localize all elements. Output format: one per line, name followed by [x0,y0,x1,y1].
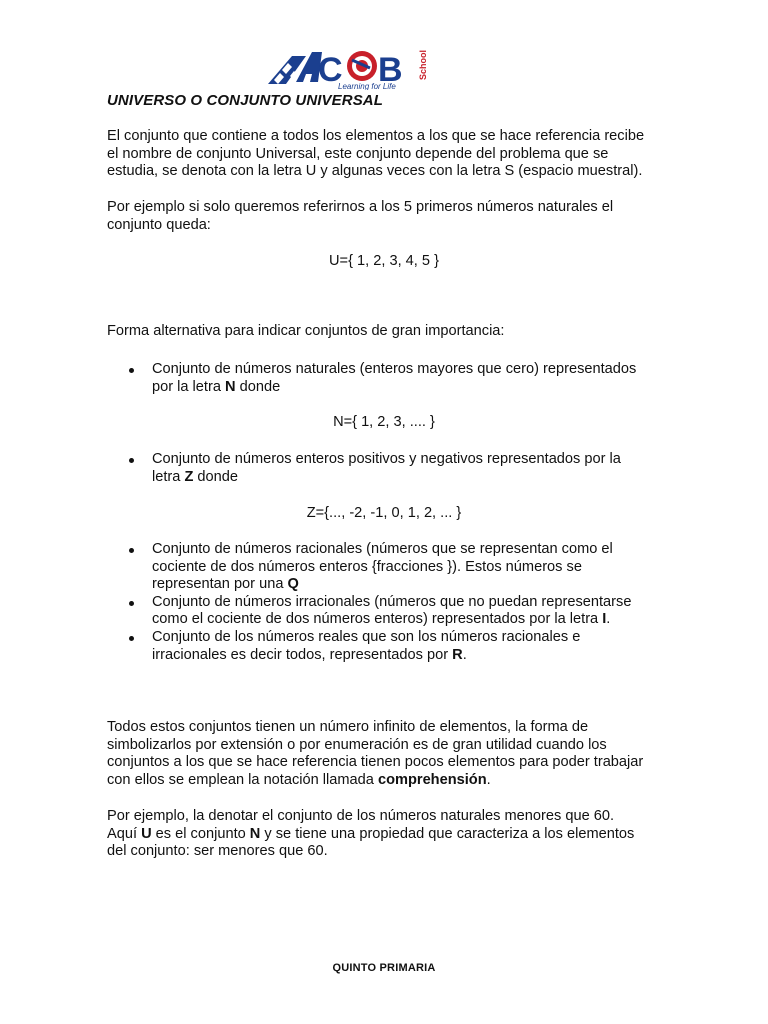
text-line: Todos estos conjuntos tienen un número infinito de elementos, la forma de [107,719,589,735]
logo-letter-b: B [378,51,403,89]
text-line [152,611,667,629]
bold-letter: N [225,378,236,395]
text-line [152,576,667,594]
text-line: Conjunto de números racionales (números que se representan como el [152,541,613,557]
text-line: del conjunto: ser menores que 60. [107,843,328,860]
logo-tagline: Learning for Life [338,82,396,90]
bullet-icon [129,458,134,463]
page-title: UNIVERSO O CONJUNTO UNIVERSAL [107,92,383,109]
bullet-list-2 [107,451,667,486]
text-line: cociente de dos números enteros {fracciones }). Estos números se [152,558,582,575]
text-span: . [486,771,491,788]
paragraph-4 [107,719,667,789]
bold-letter: I [602,611,607,628]
text-line: Conjunto de números irracionales (números que no puedan representarse [152,593,632,610]
text-span: representan por una [152,576,288,593]
text-line: estudia, se denota con la letra U y algunas veces con la letra S (espacio muestral). [107,163,643,180]
text-span: es el conjunto [151,825,250,842]
text-span: y se tiene una propiedad que caracteriza a los elementos [260,825,635,842]
text-line [152,379,667,397]
text-span: . [606,611,611,628]
text-line: conjuntos a los que se hace referencia tienen pocos elementos para poder trabajar [107,754,644,771]
text-span: Aquí [107,825,142,842]
text-line [152,647,667,665]
text-span: donde [193,468,239,485]
target-icon [347,51,377,81]
text-span: letra [152,468,185,485]
text-line: conjunto queda: [107,216,211,233]
text-line: Por ejemplo, la denotar el conjunto de los números naturales menores que 60. [107,808,615,824]
text-line: El conjunto que contiene a todos los elementos a los que se hace referencia recibe [107,128,645,144]
text-span: irracionales es decir todos, representados por [152,646,453,663]
list-item [107,629,667,664]
bullet-icon [129,636,134,641]
list-item [107,541,667,594]
paragraph-3: Forma alternativa para indicar conjuntos de gran importancia: [107,323,505,339]
text-span: como el cociente de dos números enteros) representados por la letra [152,611,603,628]
text-line: el nombre de conjunto Universal, este conjunto depende del problema que se [107,145,609,162]
text-line: Conjunto de números enteros positivos y negativos representados por la [152,451,621,467]
bullet-icon [129,548,134,553]
text-line: simbolizarlos por extensión o por enumeración es de gran utilidad cuando los [107,736,607,753]
paragraph-2 [107,199,667,234]
list-item [107,594,667,629]
bullet-list-1 [107,361,667,396]
bold-letter: Q [287,576,299,593]
bold-letter: Z [184,468,194,485]
text-line: Por ejemplo si solo queremos referirnos a los 5 primeros números naturales el [107,199,614,215]
list-item [107,361,667,396]
bold-word: comprehensión [377,771,487,788]
text-line: Conjunto de números naturales (enteros mayores que cero) representados [152,361,637,377]
list-item [107,451,667,486]
bold-letter: R [452,646,463,663]
text-line [107,772,667,790]
paragraph-1 [107,128,667,181]
text-span: donde [235,378,281,395]
text-span: por la letra [152,378,226,395]
text-span: . [462,646,467,663]
logo-school-text: School [418,49,428,80]
set-z-formula: Z={..., -2, -1, 0, 1, 2, ... } [306,505,462,521]
logo-letter-c: C [318,51,343,89]
text-line [107,826,667,844]
text-line [152,469,667,487]
page-footer: QUINTO PRIMARIA [332,962,436,974]
bullet-icon [129,368,134,373]
bold-letter: U [141,825,152,842]
school-logo [266,46,436,90]
bold-letter: N [249,825,261,842]
bullet-list-3 [107,541,667,664]
bullet-icon [129,601,134,606]
set-u-formula: U={ 1, 2, 3, 4, 5 } [329,253,439,269]
text-span: con ellos se emplean la notación llamada [107,771,378,788]
paragraph-5 [107,808,667,861]
set-n-formula: N={ 1, 2, 3, .... } [333,414,435,430]
text-line: Conjunto de los números reales que son los números racionales e [152,628,581,645]
